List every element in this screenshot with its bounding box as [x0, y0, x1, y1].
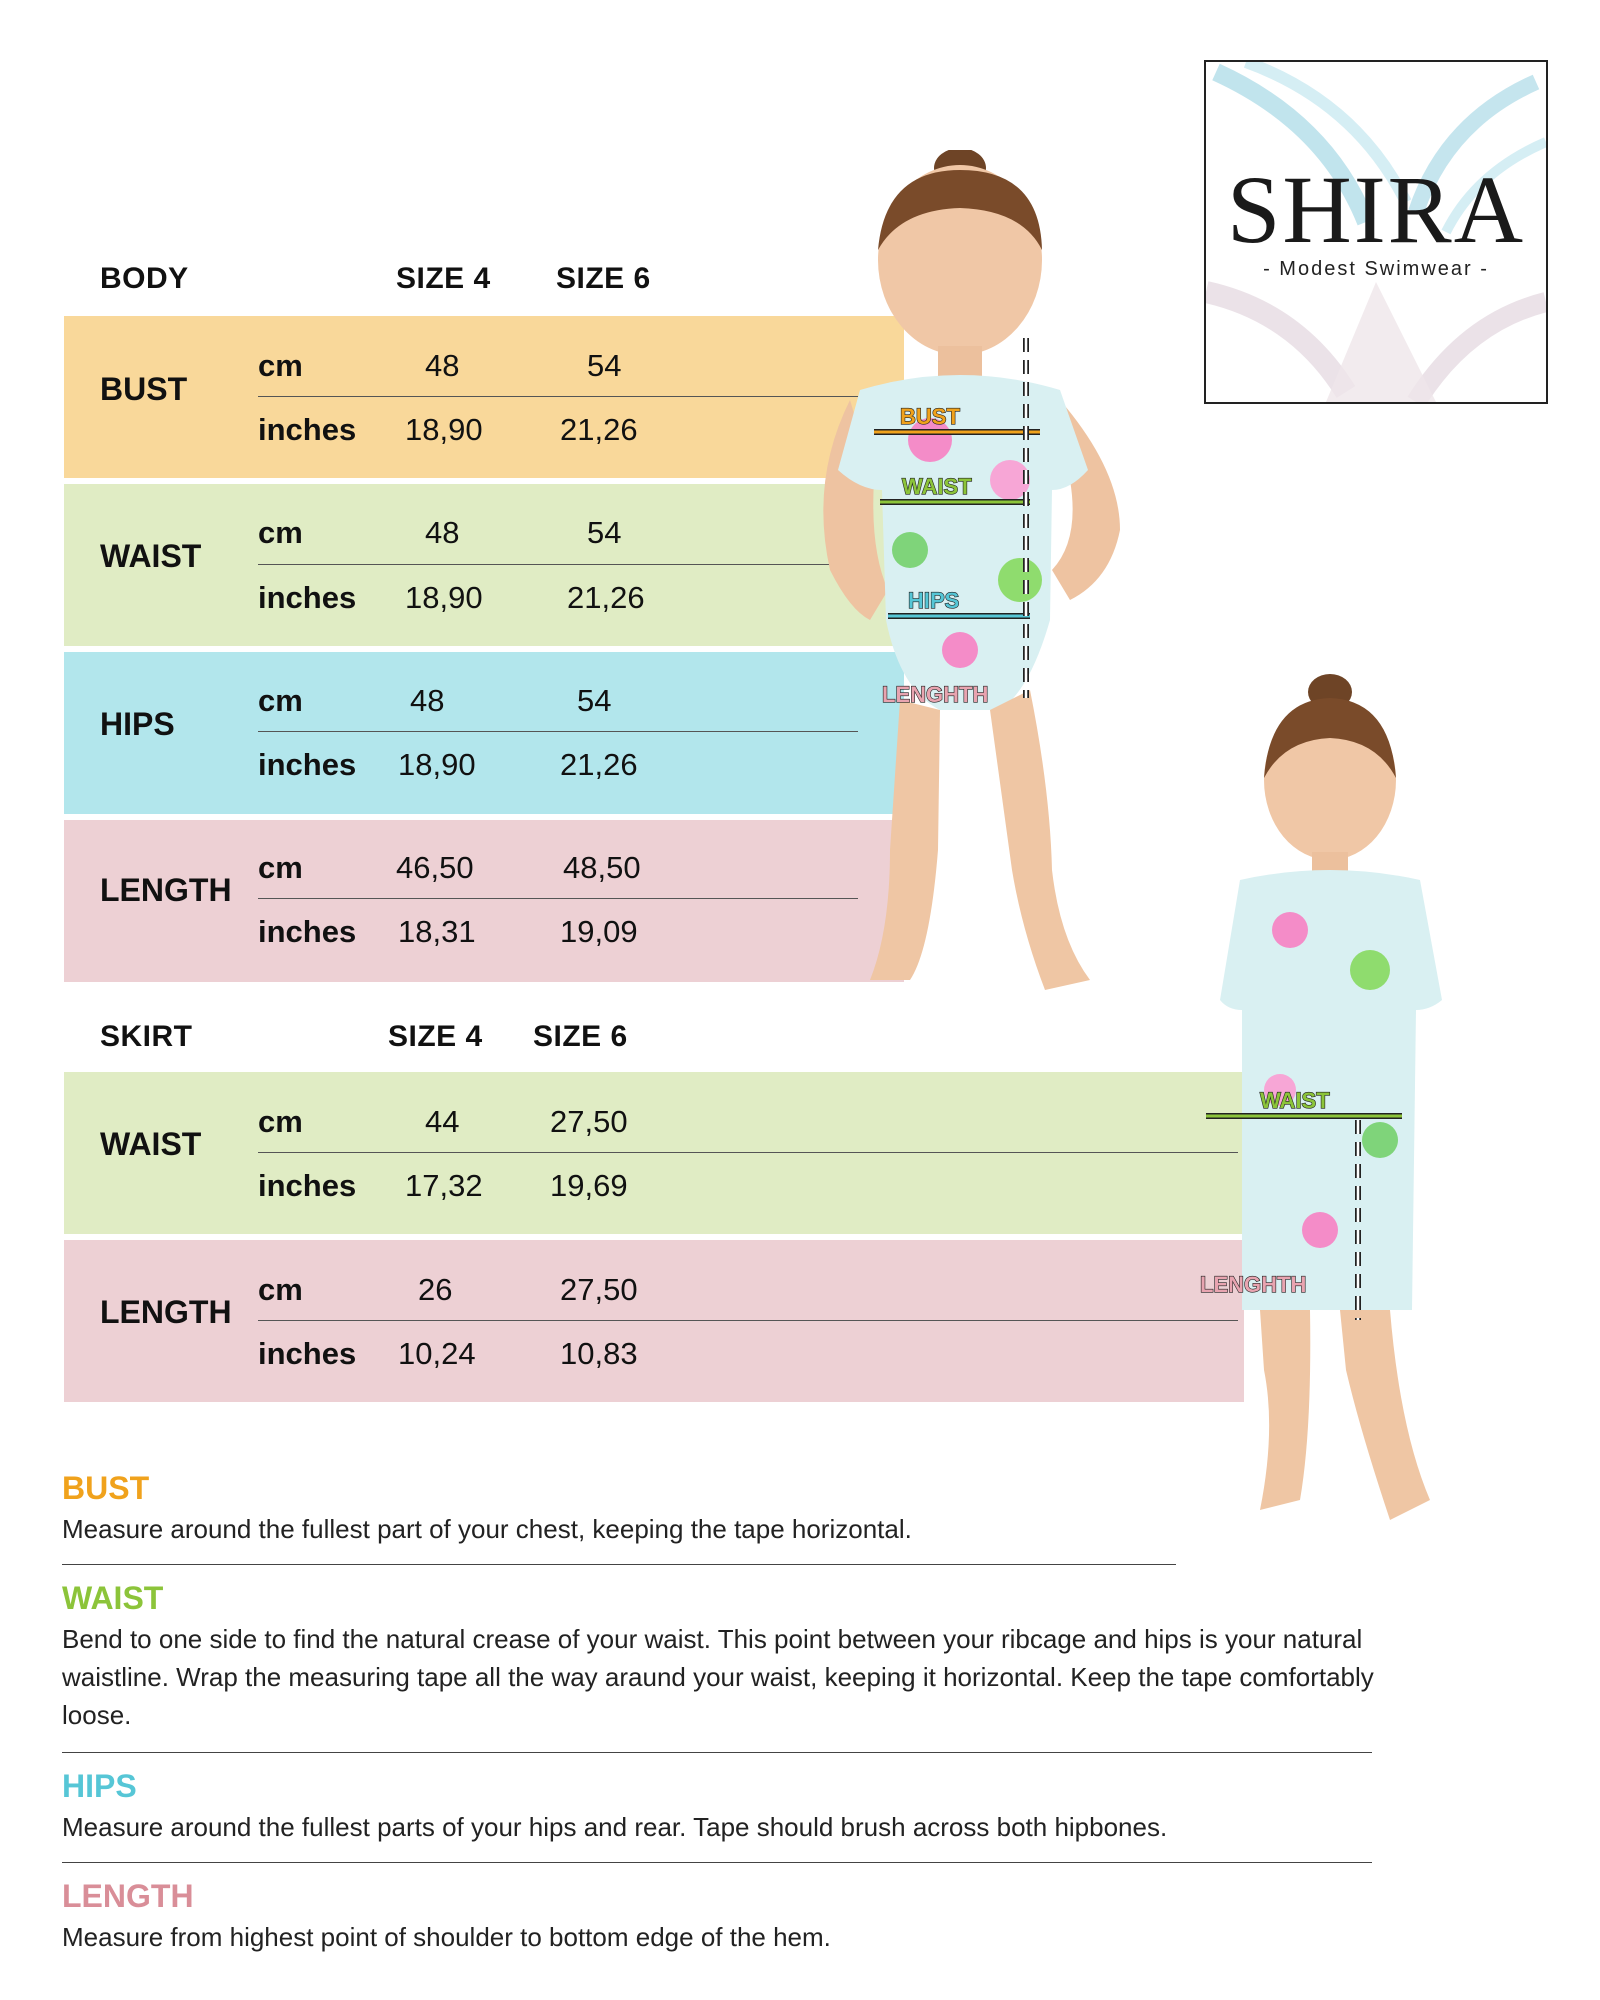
- model2-print-leaf: [1362, 1122, 1398, 1158]
- bust-cm-size6: 54: [587, 348, 622, 383]
- hips-band: [64, 652, 904, 814]
- desc-divider: [62, 1564, 1176, 1565]
- hips-cm-size6: 54: [577, 683, 612, 718]
- model2-print-flower: [1302, 1212, 1338, 1248]
- model2-leg-left: [1260, 1310, 1310, 1510]
- bust-divider: [258, 396, 858, 397]
- hips-divider: [258, 731, 858, 732]
- waist-divider: [258, 564, 858, 565]
- bust-in-size4: 18,90: [405, 412, 483, 447]
- bust-in-unit: inches: [258, 412, 357, 447]
- waist-cm-unit: cm: [258, 515, 303, 550]
- length-cm-unit: cm: [258, 850, 303, 885]
- model1-print-leaf: [892, 532, 928, 568]
- skirt-waist-band: [64, 1072, 1244, 1234]
- length-in-size4: 18,31: [398, 914, 476, 949]
- waist-cm-size4: 48: [425, 515, 460, 550]
- skirt-waist-cm-unit: cm: [258, 1104, 303, 1139]
- brand-tagline: - Modest Swimwear -: [1263, 258, 1489, 280]
- length-label: LENGTH: [100, 872, 232, 908]
- desc-divider: [62, 1752, 1372, 1753]
- bust-band: [64, 316, 904, 478]
- hips-in-size6: 21,26: [560, 747, 638, 782]
- hips-cm-unit: cm: [258, 683, 303, 718]
- body-size6-header: SIZE 6: [556, 262, 651, 295]
- body-size4-header: SIZE 4: [396, 262, 491, 295]
- length-in-size6: 19,09: [560, 914, 638, 949]
- skirt-length-cm-unit: cm: [258, 1272, 303, 1307]
- bust-label: BUST: [100, 371, 188, 407]
- skirt-length-cm-size6: 27,50: [560, 1272, 638, 1307]
- desc-hips-text: Measure around the fullest parts of your hips and rear. Tape should brush across both hipbones.: [62, 1812, 1168, 1842]
- length-cm-size6: 48,50: [563, 850, 641, 885]
- skirt-length-divider: [258, 1320, 1238, 1321]
- desc-bust-text: Measure around the fullest part of your chest, keeping the tape horizontal.: [62, 1514, 912, 1544]
- desc-bust-title: BUST: [62, 1470, 150, 1506]
- hips-in-unit: inches: [258, 747, 357, 782]
- model1-print-flower: [942, 632, 978, 668]
- model2-leg-right: [1340, 1310, 1430, 1520]
- desc-waist-text: Bend to one side to find the natural crease of your waist. This point between your ribcage and hips is your natural waistline. Wrap the measuring tape all the way araund your waist, keeping it horizontal. Keep the tape comfortably loose.: [62, 1624, 1374, 1730]
- desc-divider: [62, 1862, 1372, 1863]
- skirt-length-in-size6: 10,83: [560, 1336, 638, 1371]
- model2-print-leaf: [1350, 950, 1390, 990]
- model1-hips-tag: HIPS: [908, 588, 960, 613]
- bust-cm-size4: 48: [425, 348, 460, 383]
- skirt-length-in-size4: 10,24: [398, 1336, 476, 1371]
- model2-waist-tag: WAIST: [1260, 1088, 1330, 1113]
- skirt-waist-cm-size4: 44: [425, 1104, 460, 1139]
- skirt-waist-in-size4: 17,32: [405, 1168, 483, 1203]
- model2-length-tag: LENGHTH: [1200, 1272, 1307, 1297]
- waist-in-size6: 21,26: [567, 580, 645, 615]
- skirt-length-label: LENGTH: [100, 1294, 232, 1330]
- desc-hips-title: HIPS: [62, 1768, 137, 1804]
- model1-leg-left: [870, 700, 940, 980]
- model1-waist-tag: WAIST: [902, 474, 972, 499]
- waist-cm-size6: 54: [587, 515, 622, 550]
- model1-bust-tag: BUST: [900, 404, 960, 429]
- hips-label: HIPS: [100, 706, 175, 742]
- length-in-unit: inches: [258, 914, 357, 949]
- skirt-waist-in-unit: inches: [258, 1168, 357, 1203]
- brand-name: SHIRA: [1226, 156, 1526, 263]
- model-figure-swimsuit: [790, 150, 1210, 1040]
- model1-leg-right: [990, 690, 1090, 990]
- hips-in-size4: 18,90: [398, 747, 476, 782]
- skirt-length-in-unit: inches: [258, 1336, 357, 1371]
- skirt-waist-divider: [258, 1152, 1238, 1153]
- desc-length-text: Measure from highest point of shoulder to bottom edge of the hem.: [62, 1922, 831, 1952]
- skirt-length-cm-size4: 26: [418, 1272, 453, 1307]
- length-cm-size4: 46,50: [396, 850, 474, 885]
- skirt-waist-label: WAIST: [100, 1126, 202, 1162]
- waist-in-unit: inches: [258, 580, 357, 615]
- model2-print-flower: [1272, 912, 1308, 948]
- bust-in-size6: 21,26: [560, 412, 638, 447]
- body-header: BODY: [100, 262, 189, 295]
- skirt-size6-header: SIZE 6: [533, 1020, 628, 1053]
- desc-waist-title: WAIST: [62, 1580, 164, 1616]
- waist-in-size4: 18,90: [405, 580, 483, 615]
- skirt-size4-header: SIZE 4: [388, 1020, 483, 1053]
- length-divider: [258, 898, 858, 899]
- skirt-waist-cm-size6: 27,50: [550, 1104, 628, 1139]
- bust-cm-unit: cm: [258, 348, 303, 383]
- hips-cm-size4: 48: [410, 683, 445, 718]
- skirt-length-band: [64, 1240, 1244, 1402]
- desc-length-title: LENGTH: [62, 1878, 194, 1914]
- skirt-waist-in-size6: 19,69: [550, 1168, 628, 1203]
- model-figure-dress: [1180, 670, 1480, 1570]
- waist-label: WAIST: [100, 538, 202, 574]
- model1-print-leaf: [998, 558, 1042, 602]
- model1-length-tag: LENGHTH: [882, 682, 989, 707]
- skirt-header: SKIRT: [100, 1020, 193, 1053]
- brand-logo: [1204, 60, 1548, 404]
